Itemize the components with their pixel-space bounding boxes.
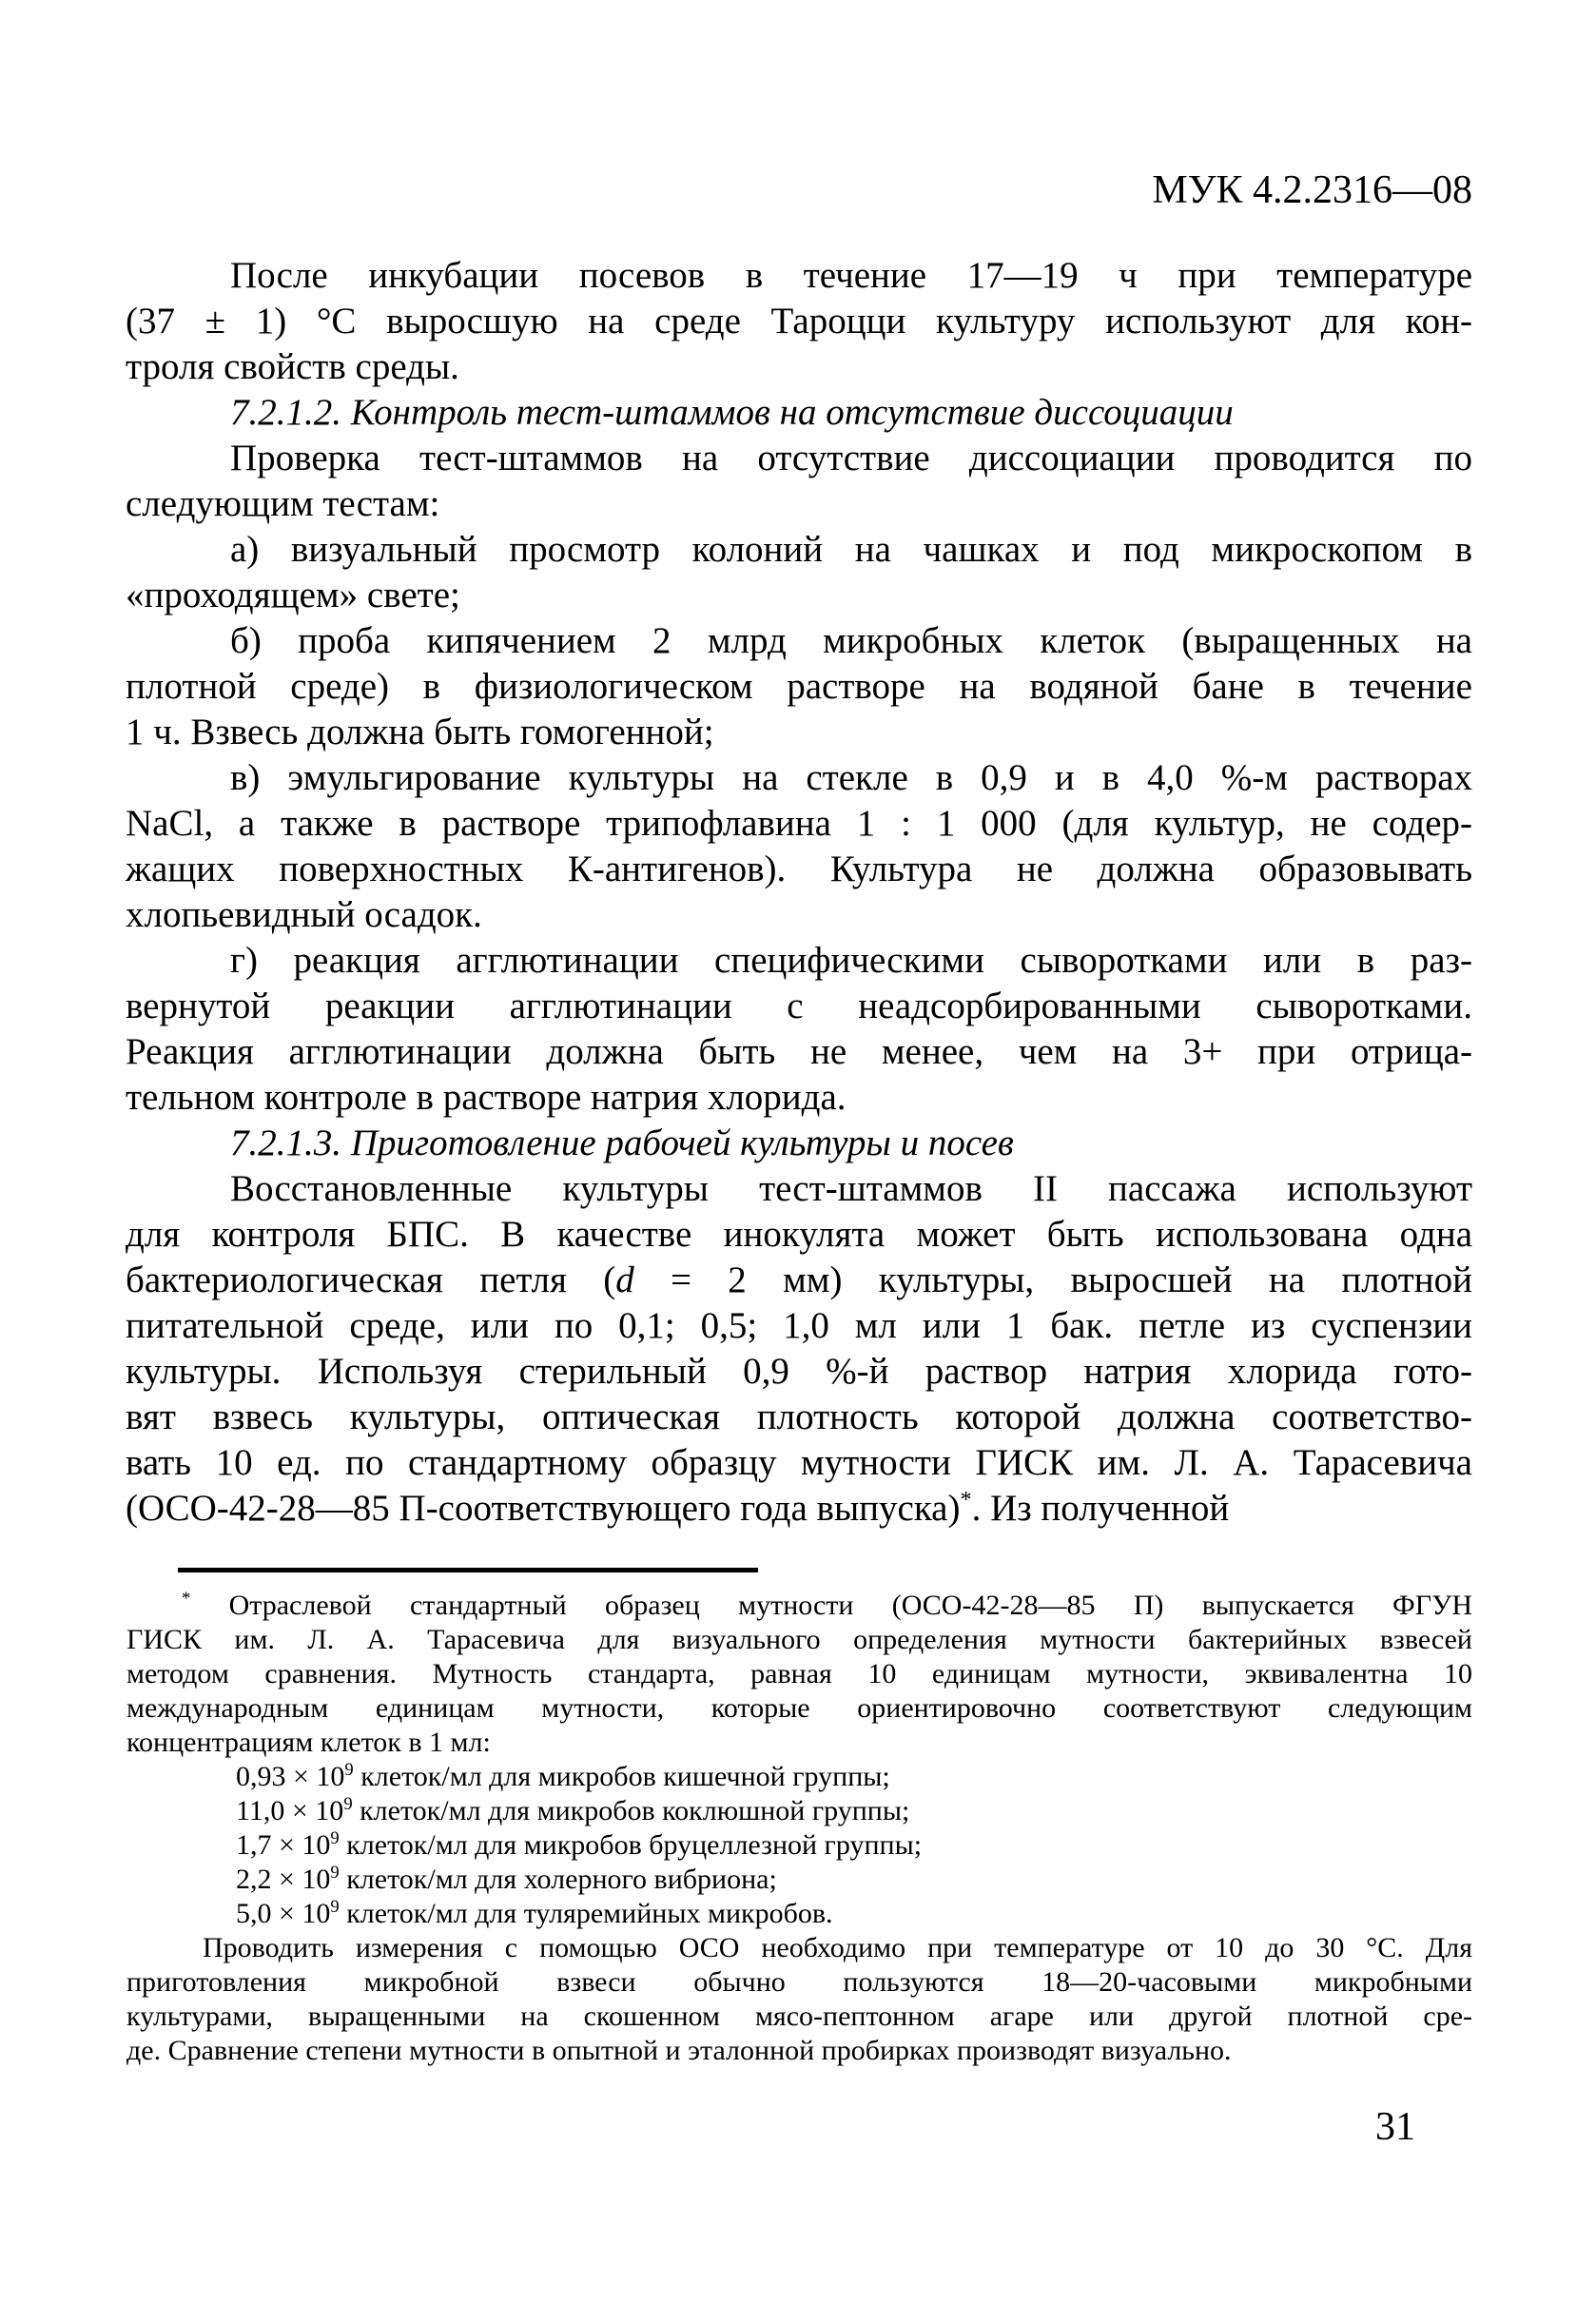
paragraph: [126, 436, 1472, 527]
text-line: культурами, выращенными на скошенном мясо-пептонном агаре или другой плотной сре-: [127, 2001, 1472, 2032]
paragraph: [126, 1166, 1472, 1532]
text-line: питательной среде, или по 0,1; 0,5; 1,0 мл или 1 бак. петле из суспензии: [126, 1305, 1472, 1346]
text-line: 7.2.1.3. Приготовление рабочей культуры и посев: [230, 1123, 1014, 1163]
text-line: 7.2.1.2. Контроль тест-штаммов на отсутствие диссоциации: [230, 392, 1234, 433]
text-line: приготовления микробной взвеси обычно пользуются 18—20-часовыми микробными: [127, 1966, 1472, 1998]
text-line: Реакция агглютинации должна быть не менее, чем на 3+ при отрица-: [126, 1031, 1472, 1072]
text-line: плотной среде) в физиологическом растворе на водяной бане в течение: [126, 666, 1472, 707]
text-line: методом сравнения. Мутность стандарта, равная 10 единицам мутности, эквивалентна 10: [127, 1658, 1472, 1689]
paragraph: [126, 618, 1472, 755]
text-line: де. Сравнение степени мутности в опытной и эталонной пробирках производят визуально.: [127, 2035, 1232, 2066]
paragraph: [127, 1828, 1472, 1863]
text-line: б) проба кипячением 2 млрд микробных клеток (выращенных на: [230, 620, 1472, 661]
page-number: 31: [1375, 2105, 1415, 2149]
text-line: $0,93 \times 10^9$ клеток/мл для микробов кишечной группы;: [236, 1760, 890, 1792]
text-line: международным единицам мутности, которые ориентировочно соответствуют следующим: [127, 1692, 1472, 1724]
text-line: ГИСК им. Л. А. Тарасевича для визуального определения мутности бактерийных взвесей: [127, 1624, 1472, 1655]
text-line: $11,0 \times 10^9$ клеток/мл для микробов коклюшной группы;: [236, 1794, 910, 1826]
text-line: Проверка тест-штаммов на отсутствие диссоциации проводится по: [230, 438, 1472, 478]
document-code: МУК 4.2.2316—08: [1152, 168, 1472, 212]
paragraph: [126, 1121, 1472, 1166]
paragraph: [126, 253, 1472, 390]
text-line: вят взвесь культуры, оптическая плотность которой должна соответство-: [126, 1396, 1472, 1437]
paragraph: [126, 938, 1472, 1121]
text-line: жащих поверхностных К-антигенов). Культура не должна образовывать: [126, 849, 1472, 889]
text-line: NaCl, а также в растворе трипофлавина 1 : 1 000 (для культур, не содер-: [126, 803, 1472, 844]
paragraph: [126, 755, 1472, 938]
text-line: следующим тестам:: [126, 483, 440, 524]
paragraph: [127, 1760, 1472, 1794]
text-line: Проводить измерения с помощью ОСО необходимо при температуре от 10 до 30 °С. Для: [203, 1932, 1472, 1963]
paragraph: [127, 1589, 1472, 1760]
text-line: После инкубации посевов в течение 17—19 ч при температуре: [230, 255, 1472, 296]
text-line: хлопьевидный осадок.: [126, 894, 482, 935]
text-line: концентрациям клеток в 1 мл:: [127, 1727, 491, 1758]
text-line: вернутой реакции агглютинации с неадсорбированными сыворотками.: [126, 986, 1472, 1026]
text-line: для контроля БПС. В качестве инокулята может быть использована одна: [126, 1214, 1472, 1255]
paragraph: [126, 527, 1472, 618]
paragraph: [127, 1863, 1472, 1897]
paragraph: [126, 390, 1472, 436]
text-line: в) эмульгирование культуры на стекле в 0,9 и в 4,0 %-м растворах: [230, 757, 1472, 798]
paragraph: [127, 1897, 1472, 1931]
text-line: культуры. Используя стерильный 0,9 %-й раствор натрия хлорида гото-: [126, 1351, 1472, 1392]
text-line: вать 10 ед. по стандартному образцу мутности ГИСК им. Л. А. Тарасевича: [126, 1442, 1472, 1483]
body-text: [126, 253, 1472, 1532]
text-line: * Отраслевой стандартный образец мутности (ОСО-42-28—85 П) выпускается ФГУН: [182, 1589, 1472, 1621]
text-line: $5,0 \times 10^9$ клеток/мл для туляремийных микробов.: [236, 1897, 833, 1929]
text-line: тельном контроле в растворе натрия хлорида.: [126, 1077, 847, 1118]
text-line: $2,2 \times 10^9$ клеток/мл для холерного вибриона;: [236, 1863, 777, 1895]
footnote-text: [127, 1589, 1472, 2068]
text-line: троля свойств среды.: [126, 346, 459, 387]
text-line: бактериологическая петля (d = 2 мм) культуры, выросшей на плотной: [126, 1259, 1472, 1300]
paragraph: [127, 1794, 1472, 1828]
text-line: а) визуальный просмотр колоний на чашках и под микроскопом в: [230, 529, 1472, 570]
text-line: «проходящем» свете;: [126, 575, 460, 615]
text-line: г) реакция агглютинации специфическими сыворотками или в раз-: [230, 940, 1472, 981]
text-line: Восстановленные культуры тест-штаммов II пассажа используют: [230, 1168, 1472, 1209]
text-line: 1 ч. Взвесь должна быть гомогенной;: [126, 712, 714, 752]
text-line: (37 ± 1) °С выросшую на среде Тароцци культуру используют для кон-: [126, 301, 1472, 342]
text-line: (ОСО-42-28—85 П-соответствующего года выпуска)*. Из полученной: [126, 1487, 1230, 1529]
paragraph: [127, 1931, 1472, 2068]
text-line: $1,7 \times 10^9$ клеток/мл для микробов бруцеллезной группы;: [236, 1828, 923, 1861]
footnote-separator: [178, 1568, 758, 1572]
